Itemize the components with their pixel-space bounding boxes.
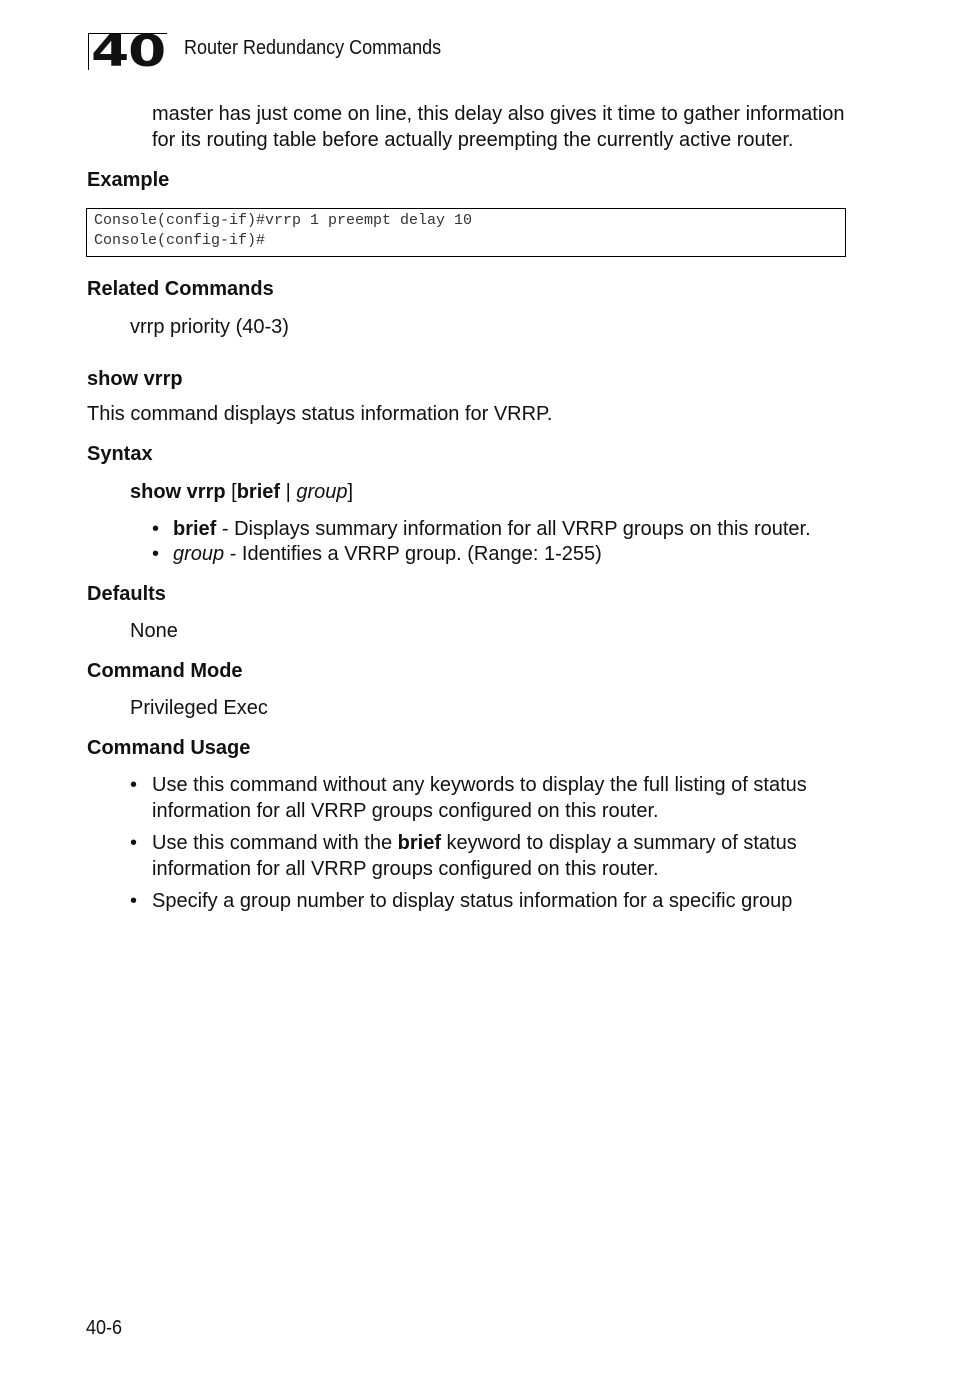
param-desc: - Displays summary information for all VRRP groups on this router. <box>216 518 811 540</box>
usage-text: keyword to display a summary of status <box>441 832 797 854</box>
bullet: • <box>152 518 160 540</box>
syntax-brief: brief <box>236 481 281 503</box>
related-command-link[interactable]: vrrp priority (40-3) <box>130 316 289 338</box>
usage-line: information for all VRRP groups configured on this router. <box>152 858 659 880</box>
example-heading: Example <box>87 169 170 191</box>
usage-keyword: brief <box>397 832 441 854</box>
mode-text: Privileged Exec <box>130 697 268 719</box>
related-heading: Related Commands <box>87 278 274 300</box>
defaults-heading: Defaults <box>87 583 166 605</box>
syntax-bracket: [ <box>225 481 237 503</box>
chapter-number-badge: 40 <box>88 33 167 70</box>
syntax-bracket: ] <box>347 481 354 503</box>
usage-line: Use this command without any keywords to display the full listing of status <box>152 774 807 796</box>
param-desc: - Identifies a VRRP group. (Range: 1-255) <box>224 543 602 565</box>
usage-heading: Command Usage <box>87 737 251 759</box>
code-line: Console(config-if)# <box>94 232 266 249</box>
param-name: brief <box>173 518 217 540</box>
chapter-title: Router Redundancy Commands <box>184 37 442 59</box>
bullet: • <box>130 832 138 854</box>
syntax-sep: | <box>280 481 297 503</box>
param-item <box>173 516 811 542</box>
usage-line: information for all VRRP groups configured on this router. <box>152 800 659 822</box>
syntax-heading: Syntax <box>87 443 153 465</box>
param-item <box>173 541 602 567</box>
code-example <box>86 208 846 257</box>
intro-line: master has just come on line, this delay also gives it time to gather information <box>152 103 845 125</box>
mode-heading: Command Mode <box>87 660 243 682</box>
command-description: This command displays status information for VRRP. <box>87 403 553 425</box>
syntax-cmd: show vrrp <box>130 481 226 503</box>
bullet: • <box>130 774 138 796</box>
usage-text: Use this command with the <box>152 832 398 854</box>
usage-line: Specify a group number to display status information for a specific group <box>152 890 793 912</box>
bullet: • <box>130 890 138 912</box>
syntax-line <box>130 479 353 505</box>
syntax-group: group <box>296 481 348 503</box>
bullet: • <box>152 543 160 565</box>
param-name: group <box>173 543 225 565</box>
code-line: Console(config-if)#vrrp 1 preempt delay 10 <box>94 212 473 229</box>
intro-line: for its routing table before actually preempting the currently active router. <box>152 129 794 151</box>
usage-line <box>152 830 797 856</box>
defaults-text: None <box>130 620 178 642</box>
page-number: 40-6 <box>86 1317 123 1339</box>
command-title: show vrrp <box>87 368 183 390</box>
